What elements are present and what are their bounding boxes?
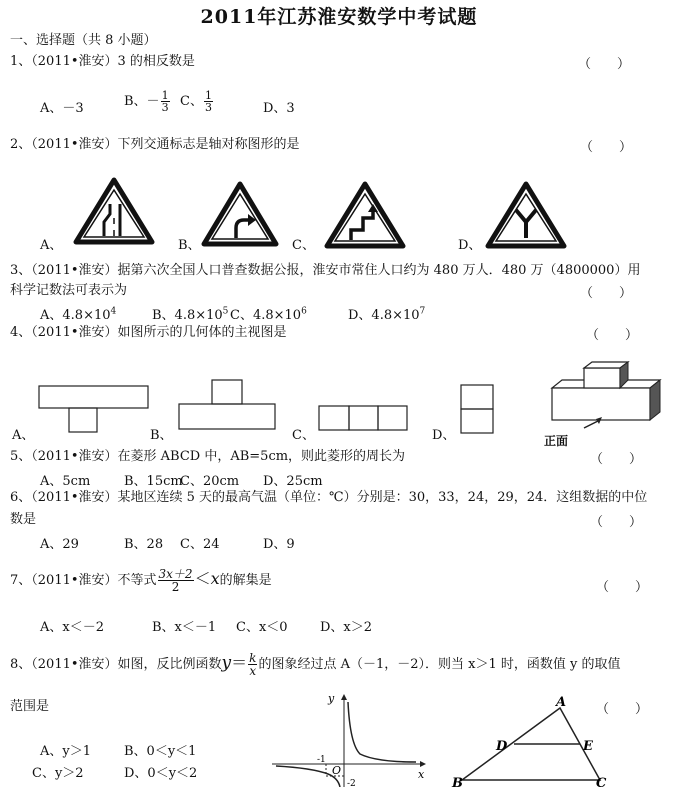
q4-view-a-icon [38,384,150,436]
q7-option-d: D、x＞2 [320,620,373,635]
q4-view-b-icon [178,378,278,432]
q4-front-label: 正面 [544,434,569,448]
q7-option-c: C、x＜0 [236,620,288,635]
q7-stem: 7、（2011•淮安）不等式 $\frac{3x+2}{2}$ ＜x的解集是 [10,567,272,594]
section-heading: 一、选择题（共 8 小题） [10,33,157,48]
q1-answer-paren: （ ） [578,57,631,72]
q8-graph-neg-one-label: -1 [317,755,326,765]
q4-option-a: A、 [12,428,35,443]
q8-stem-line2: 范围是 [10,699,50,714]
q6-option-d: D、9 [263,537,295,552]
q3-option-c: C、$4.8\times 10^6$ [230,306,307,323]
q8-option-c: C、y＞2 [32,766,84,781]
q2-option-c: C、 [292,238,315,253]
q8-graph-y-label: y [328,692,335,705]
q6-option-a: A、29 [40,537,79,552]
traffic-sign-a-icon [74,178,154,244]
q6-option-b: B、28 [124,537,164,552]
q6-stem-line1: 6、（2011•淮安）某地区连续 5 天的最高气温（单位：℃）分别是：30，33，24，29，24．这组数据的中位 [10,490,648,505]
q4-view-c-icon [318,405,410,433]
traffic-sign-d-icon [486,182,566,248]
q8-option-b: B、0＜y＜1 [124,744,197,759]
q5-stem: 5、（2011•淮安）在菱形 ABCD 中，AB=5cm，则此菱形的周长为 [10,449,406,464]
q2-option-a: A、 [40,238,63,253]
q3-option-a: A、$4.8\times 10^4$ [40,306,117,323]
q3-stem-line1: 3、（2011•淮安）据第六次全国人口普查数据公报，淮安市常住人口约为 480 万人．480 万（4800000）用 [10,263,641,278]
q7-option-b: B、x＜－1 [152,620,217,635]
q3-stem-line2: 科学记数法可表示为 [10,283,128,298]
q5-answer-paren: （ ） [590,452,643,467]
q2-option-d: D、 [458,238,482,253]
q8-option-a: A、y＞1 [40,744,92,759]
q4-stem: 4、（2011•淮安）如图所示的几何体的主视图是 [10,325,287,340]
q6-stem-line2: 数是 [10,512,37,527]
q8-stem-line1: 8、（2011•淮安）如图，反比例函数y＝ $\frac{k}{x}$ 的图象经过点 A（－1，－2）．则当 x＞1 时，函数值 y 的取值 [10,651,621,678]
q8-graph-origin-label: O [332,764,342,777]
q8-tri-vertex-e: E [583,739,593,754]
q8-tri-vertex-b: B [452,776,463,787]
q8-tri-vertex-a: A [556,695,567,710]
q8-graph-x-label: x [418,768,425,781]
q8-answer-paren: （ ） [596,702,649,717]
q6-option-c: C、24 [180,537,220,552]
q1-option-b: B、－ $\frac{1}{3}$ [124,89,169,114]
page-title: 2011年江苏淮安数学中考试题 [200,6,478,28]
q2-stem: 2、（2011•淮安）下列交通标志是轴对称图形的是 [10,137,300,152]
q6-answer-paren: （ ） [590,515,643,530]
q8-triangle-figure [450,696,625,787]
q8-tri-vertex-d: D [496,739,508,754]
q8-hyperbola-graph [268,692,428,787]
q3-option-d: D、$4.8\times 10^7$ [348,306,426,323]
q5-option-c: C、20cm [180,474,240,489]
q8-graph-neg-two-label: -2 [347,779,356,787]
q1-stem: 1、（2011•淮安）3 的相反数是 [10,54,195,69]
q5-option-b: B、15cm [124,474,183,489]
traffic-sign-b-icon [202,182,278,246]
q4-answer-paren: （ ） [586,328,639,343]
q4-view-d-icon [460,384,496,436]
q4-option-d: D、 [432,428,456,443]
q8-option-d: D、0＜y＜2 [124,766,198,781]
q4-option-c: C、 [292,428,315,443]
q7-answer-paren: （ ） [596,580,649,595]
q8-tri-vertex-c: C [596,776,607,787]
q1-option-d: D、3 [263,101,295,116]
q7-option-a: A、x＜－2 [40,620,104,635]
q4-option-b: B、 [150,428,173,443]
q1-option-c: C、 $\frac{1}{3}$ [180,89,212,114]
q5-option-d: D、25cm [263,474,323,489]
q3-option-b: B、$4.8\times 10^5$ [152,306,229,323]
traffic-sign-c-icon [325,182,405,248]
q3-answer-paren: （ ） [580,286,633,301]
q2-answer-paren: （ ） [580,140,633,155]
q5-option-a: A、5cm [40,474,91,489]
q1-option-a: A、－3 [40,101,84,116]
q2-option-b: B、 [178,238,201,253]
